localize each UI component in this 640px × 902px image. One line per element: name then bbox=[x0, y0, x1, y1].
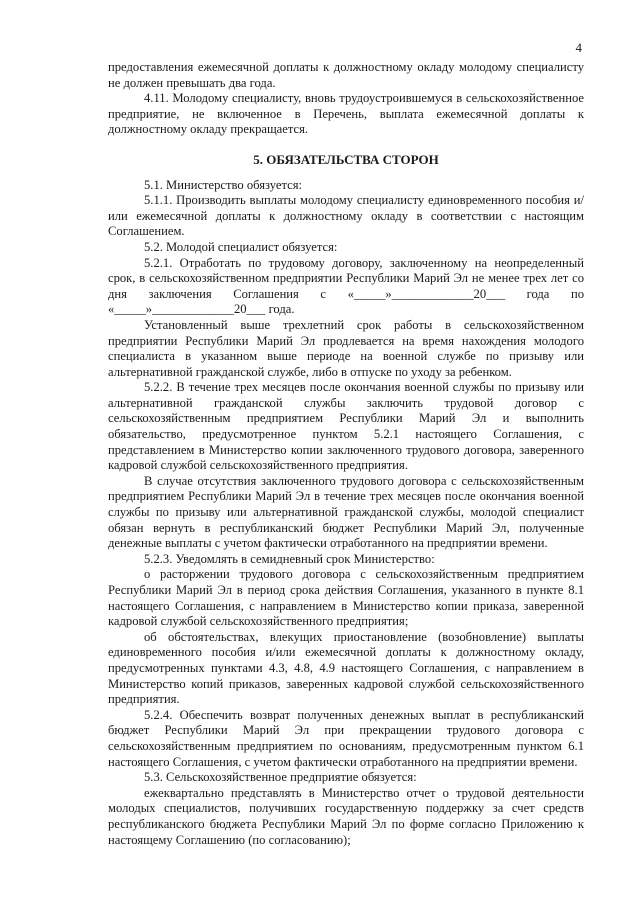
paragraph-5-1: 5.1. Министерство обязуется: bbox=[144, 177, 302, 192]
paragraph-refund-obligation: В случае отсутствия заключенного трудового договора с сельскохозяйственным предприятием Республики Марий Эл в течение трех месяцев после окончания военной службы по призыву или альтернативной гражданской службы, молодой специалист обязан вернуть в республиканский бюджет Республики Марий Эл, полученные денежные выплаты с учетом фактически отработанного на предприятии времени. bbox=[108, 473, 584, 551]
paragraph-5-3: 5.3. Сельскохозяйственное предприятие обязуется: bbox=[144, 770, 417, 785]
paragraph-term-extension: Установленный выше трехлетний срок работы в сельскохозяйственном предприятии Республики Марий Эл продлевается на время нахождения молодого специалиста в указанном выше периоде на военной службе по призыву или альтернативной гражданской службе, либо в отпуске по уходу за ребенком. bbox=[108, 317, 584, 379]
section-heading: 5. ОБЯЗАТЕЛЬСТВА СТОРОН bbox=[253, 151, 439, 167]
paragraph-5-2-4: 5.2.4. Обеспечить возврат полученных денежных выплат в республиканский бюджет Республики Марий Эл при прекращении трудового договора с сельскохозяйственным предприятием по основаниям, предусмотренным пунктом 6.1 настоящего Соглашения, с учетом фактически отработанного на предприятии времени. bbox=[108, 707, 584, 769]
page-number: 4 bbox=[575, 40, 582, 55]
paragraph-termination-notice: о расторжении трудового договора с сельскохозяйственным предприятием Республики Марий Эл в период срока действия Соглашения, указанного в пункте 8.1 настоящего Соглашения, с направлением в Министерство копии приказа, заверенной кадровой службой сельскохозяйственного предприятия; bbox=[108, 567, 584, 629]
paragraph-4-11: 4.11. Молодому специалисту, вновь трудоустроившемуся в сельскохозяйственное предприятие, не включенное в Перечень, выплата ежемесячной доплаты к должностному окладу прекращается. bbox=[108, 91, 584, 137]
document-body bbox=[108, 60, 584, 848]
paragraph-5-2-2: 5.2.2. В течение трех месяцев после окончания военной службы по призыву или альтернативной гражданской службы заключить трудовой договор с сельскохозяйственным предприятием Республики Марий Эл и выполнить обязательство, предусмотренное пунктом 5.2.1 настоящего Соглашения, с представлением в Министерство копии заключенного трудового договора, заверенного кадровой службой сельскохозяйственного предприятия. bbox=[108, 380, 584, 473]
paragraph-5-2-3: 5.2.3. Уведомлять в семидневный срок Министерство: bbox=[144, 551, 435, 566]
paragraph-5-2-1: 5.2.1. Отработать по трудовому договору, заключенному на неопределенный срок, в сельскохозяйственном предприятии Республики Марий Эл не менее трех лет со дня заключения Соглашения с «_____»_____________20___ года по «_____»_____________20___ года. bbox=[108, 255, 584, 317]
paragraph-5-2: 5.2. Молодой специалист обязуется: bbox=[144, 239, 338, 254]
paragraph-5-1-1: 5.1.1. Производить выплаты молодому специалисту единовременного пособия и/или ежемесячной доплаты к должностному окладу в соответствии с настоящим Соглашением. bbox=[108, 193, 584, 239]
paragraph-continuation: предоставления ежемесячной доплаты к должностному окладу молодому специалисту не должен превышать два года. bbox=[108, 60, 584, 90]
paragraph-quarterly-report: ежеквартально представлять в Министерство отчет о трудовой деятельности молодых специалистов, получивших государственную поддержку за счет средств республиканского бюджета Республики Марий Эл по форме согласно Приложению к настоящему Соглашению (по согласованию); bbox=[108, 785, 584, 847]
paragraph-circumstances-notice: об обстоятельствах, влекущих приостановление (возобновление) выплаты единовременного пособия и/или ежемесячной доплаты к должностному окладу, предусмотренных пунктами 4.3, 4.8, 4.9 настоящего Соглашения, с направлением в Министерство копий приказов, заверенных кадровой службой сельскохозяйственного предприятия. bbox=[108, 629, 584, 707]
